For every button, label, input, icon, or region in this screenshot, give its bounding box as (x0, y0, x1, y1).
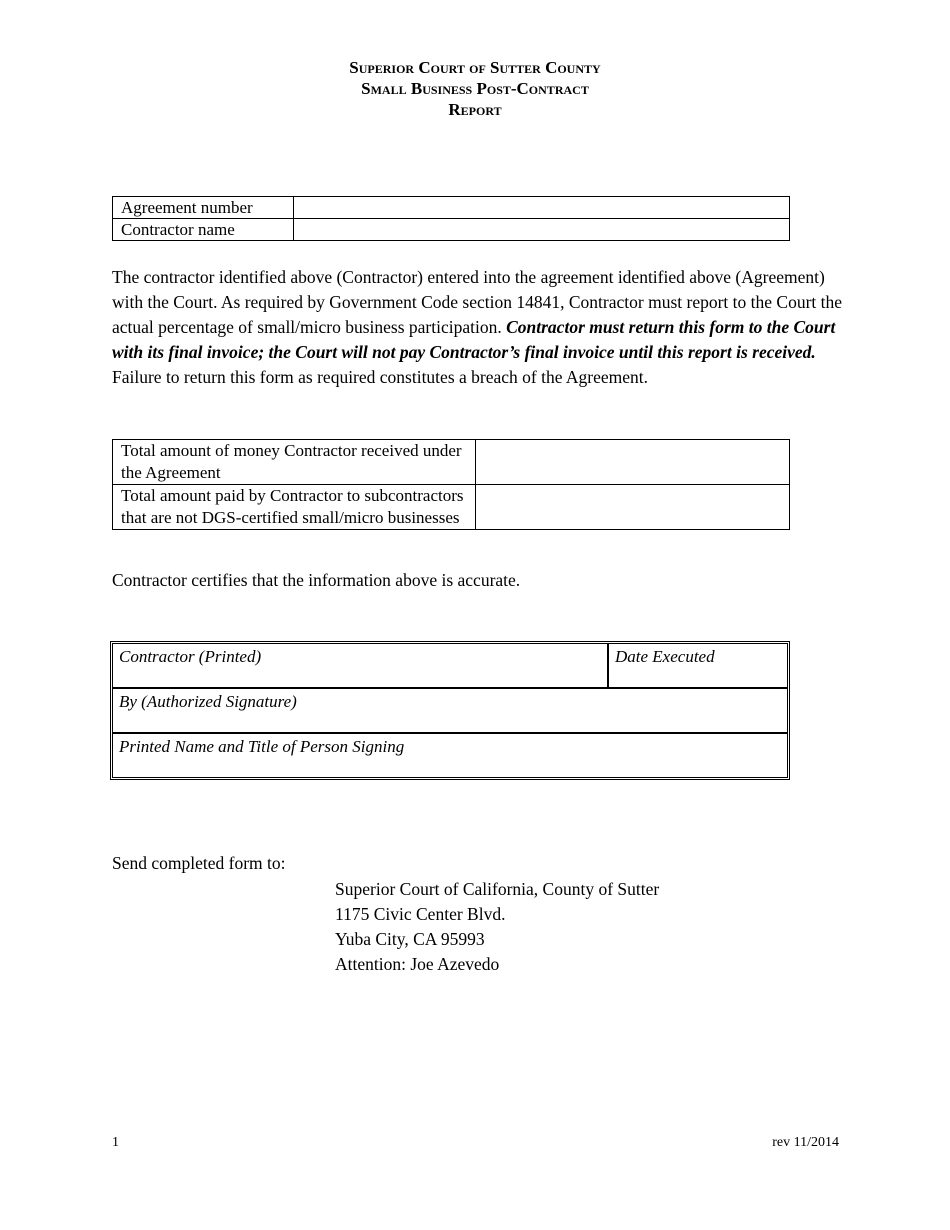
send-to-label: Send completed form to: (112, 853, 286, 873)
total-received-row (113, 440, 790, 485)
intro-paragraph (112, 265, 842, 390)
amounts-table (112, 439, 790, 530)
mailing-address (335, 877, 659, 977)
total-paid-field[interactable] (476, 485, 790, 530)
contractor-printed-field[interactable]: Contractor (Printed) (112, 643, 608, 688)
agreement-number-row (113, 197, 790, 219)
printed-name-title-row (112, 733, 788, 778)
revision-date: rev 11/2014 (772, 1135, 839, 1150)
total-received-field[interactable] (476, 440, 790, 485)
total-paid-label: Total amount paid by Contractor to subcontractors that are not DGS-certified small/micro businesses (113, 485, 476, 530)
printed-name-title-field[interactable]: Printed Name and Title of Person Signing (112, 733, 788, 778)
intro-text-before: The contractor identified above (Contractor) entered into the agreement identified above (Agreement) with the Court. As required by Government Code section 14841, Contractor must report to the Court the actual percentage of small/micro business participation. (112, 267, 843, 337)
contractor-name-row (113, 219, 790, 241)
signature-block (110, 641, 790, 780)
contractor-name-label: Contractor name (113, 219, 294, 241)
contractor-date-row (112, 643, 788, 688)
authorized-signature-field[interactable]: By (Authorized Signature) (112, 688, 788, 733)
agreement-number-field[interactable] (294, 197, 790, 219)
certification-statement: Contractor certifies that the information above is accurate. (112, 570, 521, 590)
page-number: 1 (112, 1135, 119, 1150)
intro-emphasis: Contractor must return this form to the Court with its final invoice; the Court will not pay Contractor’s final invoice until this report is received. (112, 317, 836, 362)
date-executed-field[interactable]: Date Executed (608, 643, 788, 688)
authorized-signature-row (112, 688, 788, 733)
identification-table (112, 196, 790, 241)
address-line-court: Superior Court of California, County of Sutter (335, 879, 660, 899)
contractor-name-field[interactable] (294, 219, 790, 241)
title-line-report: Report (448, 100, 502, 119)
address-line-attention: Attention: Joe Azevedo (335, 954, 500, 974)
title-line-court: Superior Court of Sutter County (349, 58, 601, 77)
document-title (0, 57, 950, 120)
address-line-street: 1175 Civic Center Blvd. (335, 904, 506, 924)
total-received-label: Total amount of money Contractor received under the Agreement (113, 440, 476, 485)
address-line-city: Yuba City, CA 95993 (335, 929, 485, 949)
title-line-report-name: Small Business Post-Contract (361, 79, 589, 98)
intro-text-after: Failure to return this form as required constitutes a breach of the Agreement. (112, 367, 649, 387)
total-paid-row (113, 485, 790, 530)
agreement-number-label: Agreement number (113, 197, 294, 219)
